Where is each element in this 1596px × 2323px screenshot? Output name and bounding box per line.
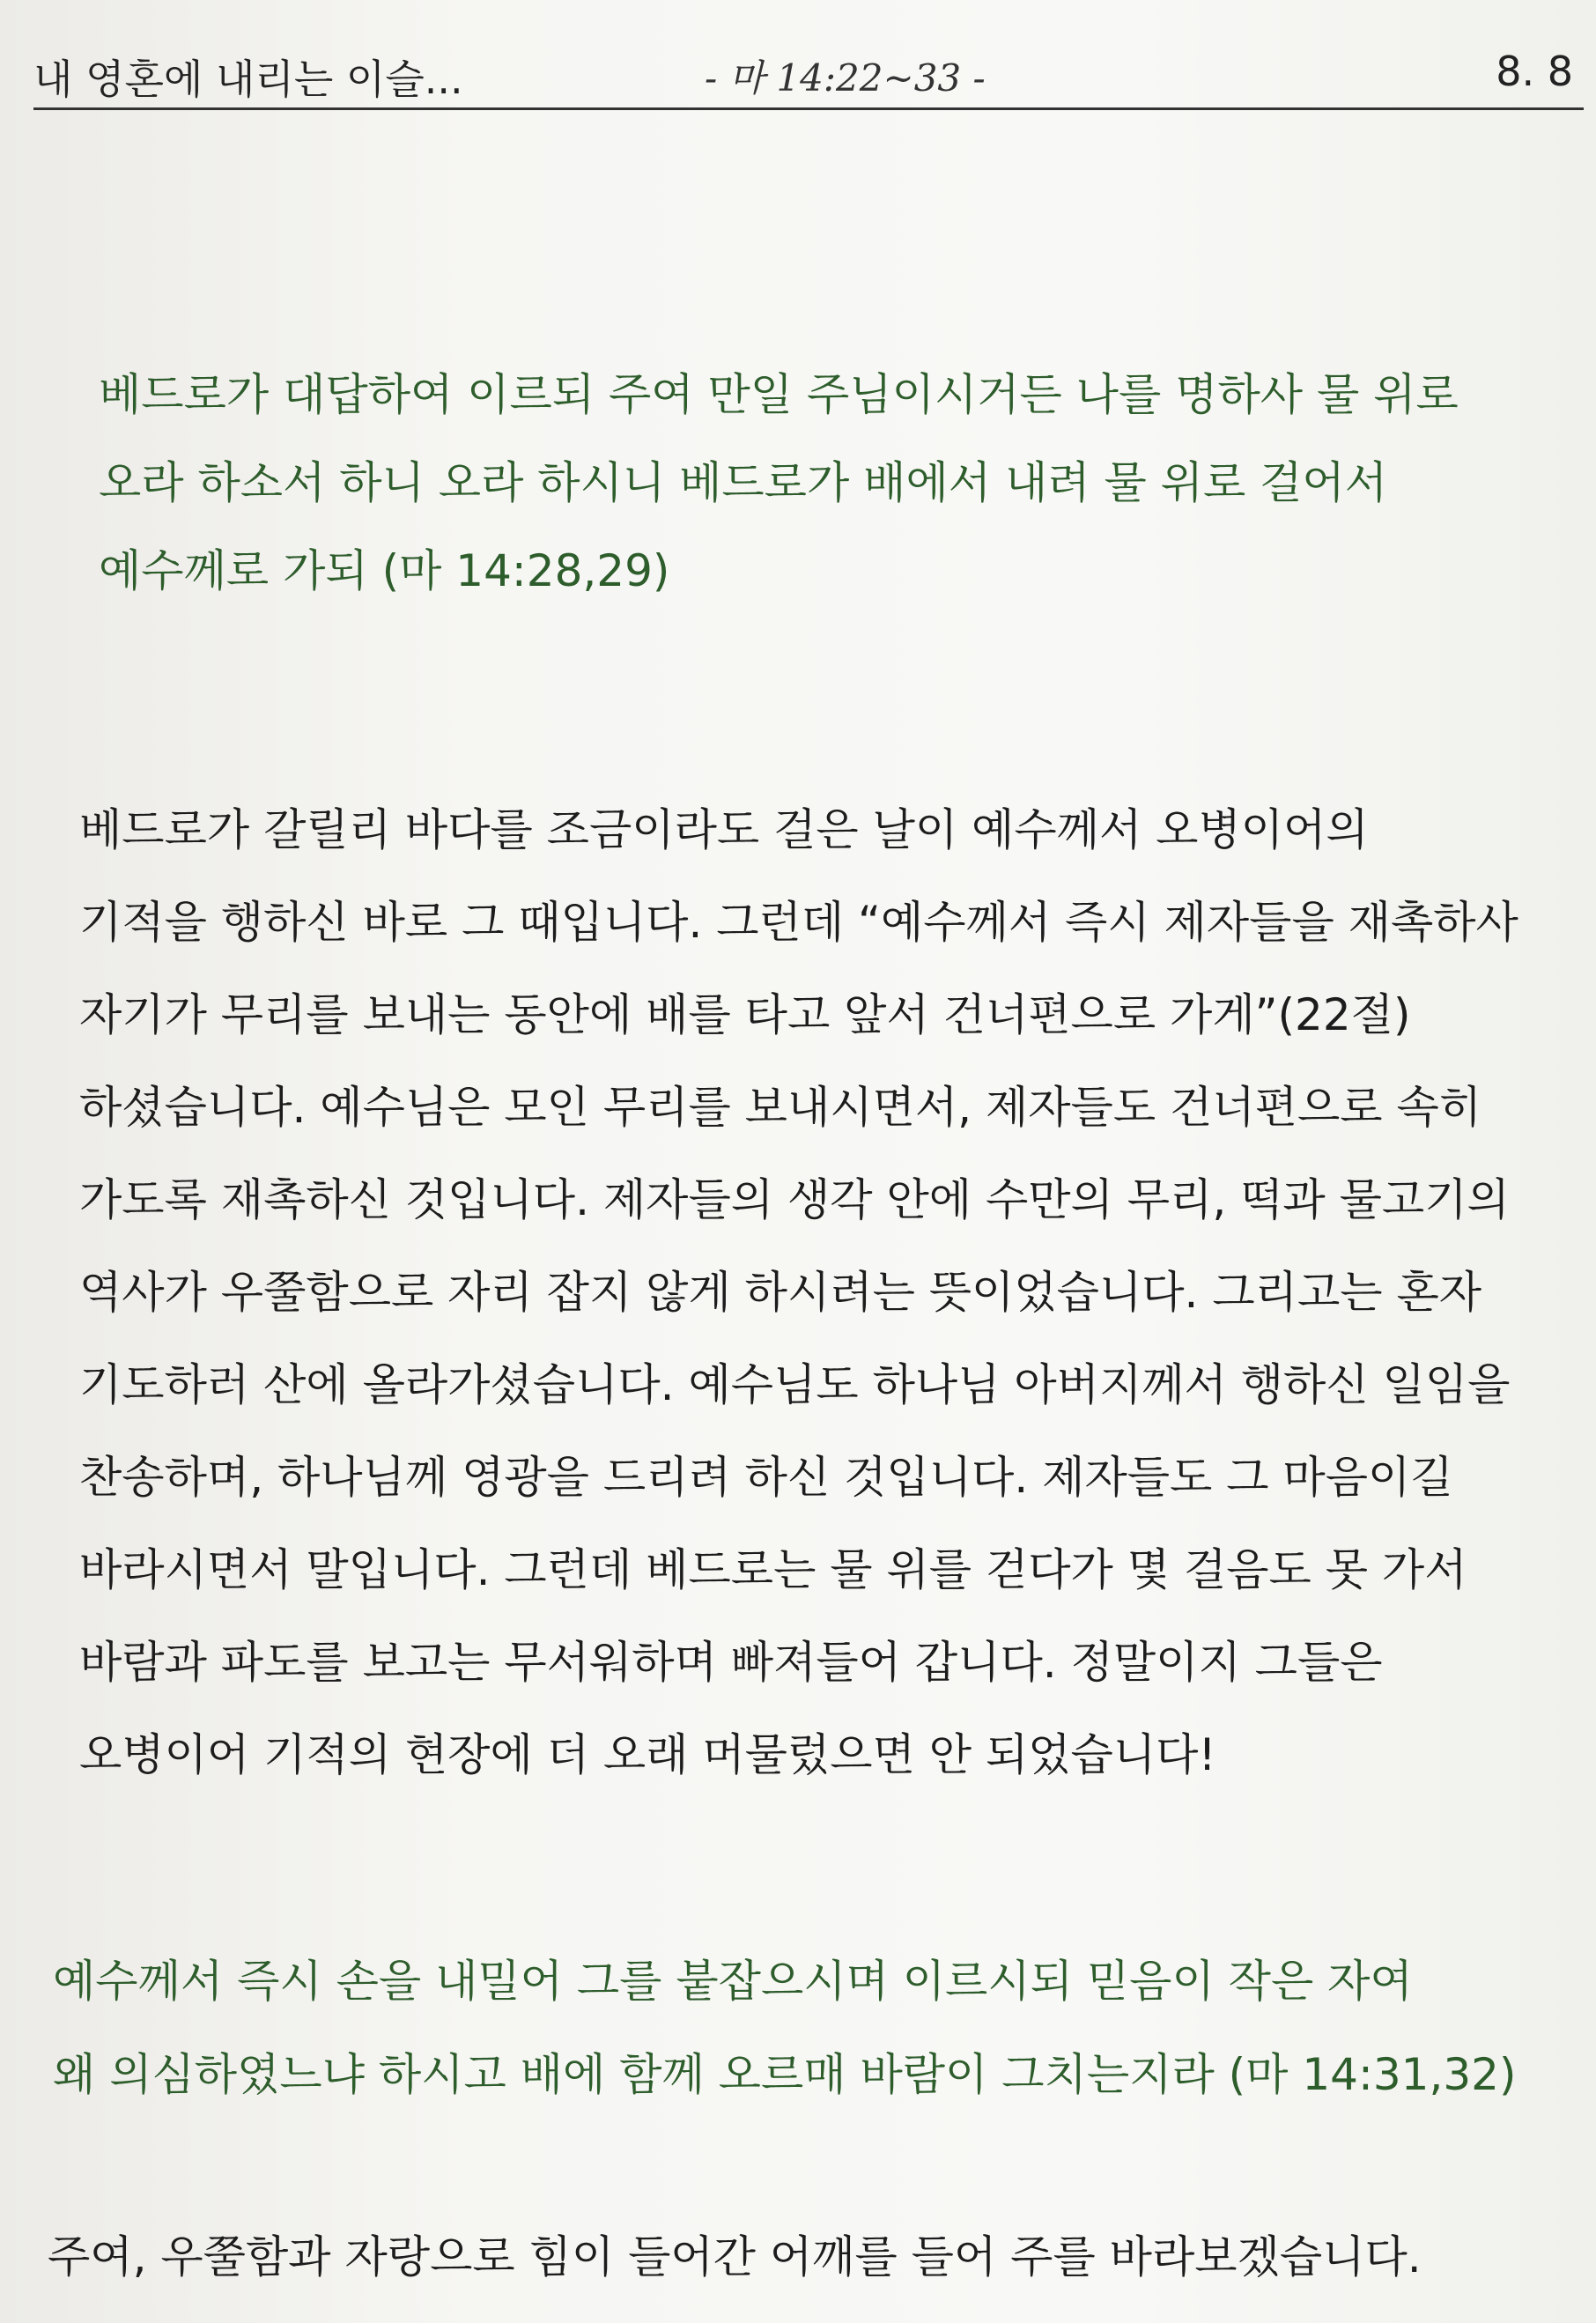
page-header (33, 35, 1584, 115)
paragraph-line: 바라시면서 말입니다. 그런데 베드로는 물 위를 걷다가 몇 걸음도 못 가서 (79, 1544, 1467, 1595)
quote-1-line: 예수께로 가되 (마 14:28,29) (99, 545, 670, 596)
page-date: 8. 8 (1496, 48, 1573, 95)
scripture-quote-1 (99, 351, 1459, 615)
paragraph-line: 기적을 행하신 바로 그 때입니다. 그런데 “예수께서 즉시 제자들을 재촉하사 (79, 897, 1518, 948)
paragraph-line: 자기가 무리를 보내는 동안에 배를 타고 앞서 건너편으로 가게”(22절) (79, 989, 1411, 1040)
paragraph-line: 가도록 재촉하신 것입니다. 제자들의 생각 안에 수만의 무리, 떡과 물고기의 (79, 1174, 1510, 1225)
paragraph-line: 역사가 우쭐함으로 자리 잡지 않게 하시려는 뜻이었습니다. 그리고는 혼자 (79, 1267, 1482, 1318)
header-divider (33, 107, 1584, 110)
scripture-reference: - 마 14:22~33 - (705, 56, 986, 100)
scripture-quote-2 (53, 1935, 1516, 2121)
paragraph-line: 기도하러 산에 올라가셨습니다. 예수님도 하나님 아버지께서 행하신 일임을 (79, 1359, 1511, 1410)
book-title: 내 영혼에 내리는 이슬... (33, 55, 463, 103)
meditation-paragraph (79, 784, 1518, 1801)
closing-prayer: 주여, 우쭐함과 자랑으로 힘이 들어간 어깨를 들어 주를 바라보겠습니다. (48, 2231, 1422, 2282)
quote-2-line: 왜 의심하였느냐 하시고 배에 함께 오르매 바람이 그치는지라 (마 14:31,32) (53, 2049, 1517, 2100)
quote-2-line: 예수께서 즉시 손을 내밀어 그를 붙잡으시며 이르시되 믿음이 작은 자여 (53, 1956, 1413, 2007)
paragraph-line: 베드로가 갈릴리 바다를 조금이라도 걸은 날이 예수께서 오병이어의 (79, 804, 1369, 855)
paragraph-line: 하셨습니다. 예수님은 모인 무리를 보내시면서, 제자들도 건너편으로 속히 (79, 1082, 1482, 1133)
paragraph-line: 찬송하며, 하나님께 영광을 드리려 하신 것입니다. 제자들도 그 마음이길 (79, 1452, 1453, 1503)
paragraph-line: 오병이어 기적의 현장에 더 오래 머물렀으면 안 되었습니다! (79, 1729, 1216, 1780)
paragraph-line: 바람과 파도를 보고는 무서워하며 빠져들어 갑니다. 정말이지 그들은 (79, 1637, 1383, 1688)
quote-1-line: 오라 하소서 하니 오라 하시니 베드로가 배에서 내려 물 위로 걸어서 (99, 457, 1388, 508)
quote-1-line: 베드로가 대답하여 이르되 주여 만일 주님이시거든 나를 명하사 물 위로 (99, 369, 1459, 420)
